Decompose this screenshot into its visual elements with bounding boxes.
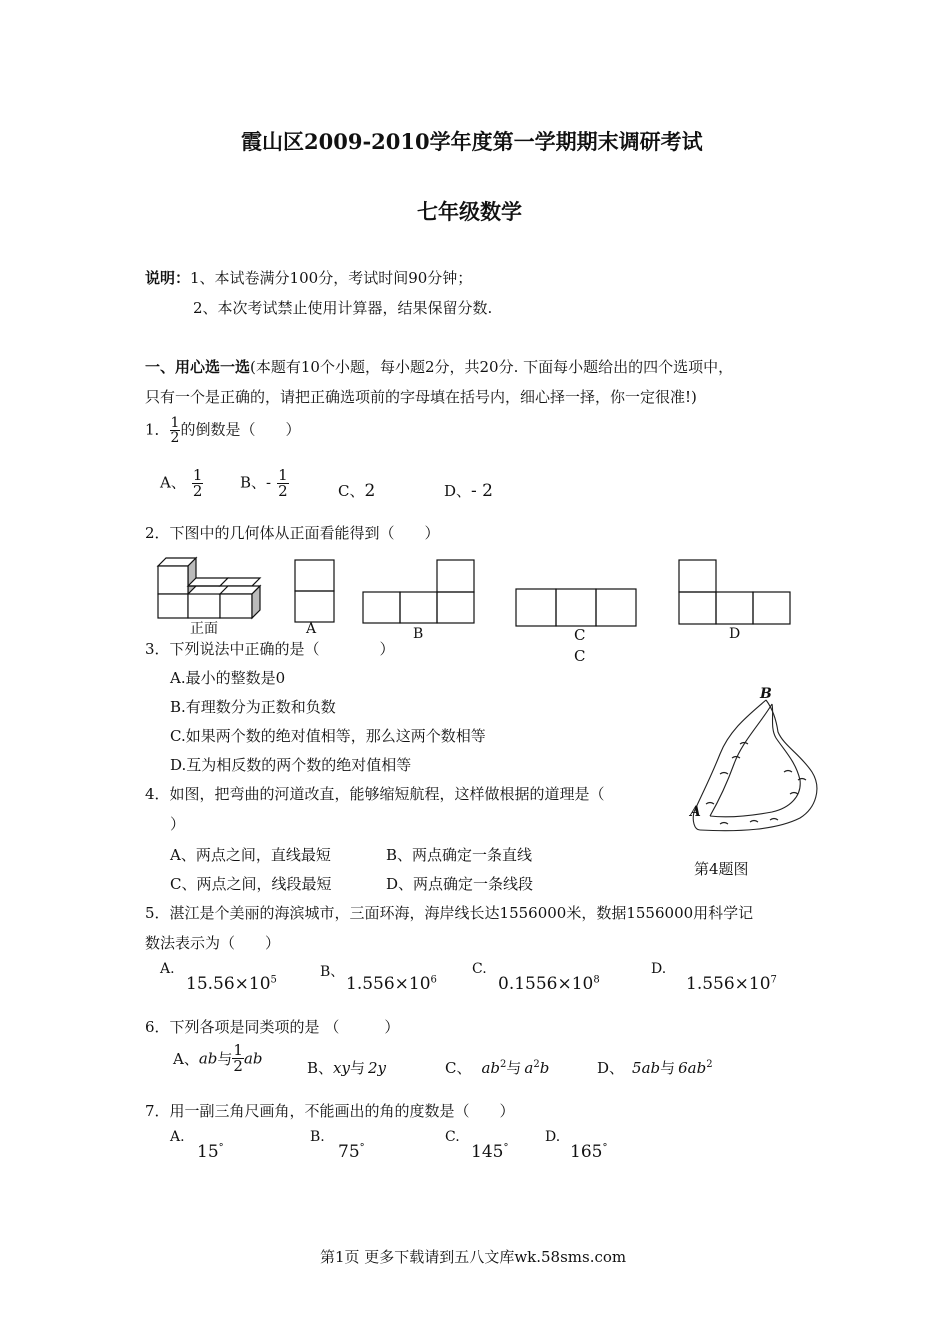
q1-option-a: A、 $\frac{1}{2}$ — [160, 466, 203, 500]
page-subtitle: 七年级数学 — [417, 199, 522, 224]
q4-stem-end: ） — [170, 815, 186, 833]
q6-option-d: D、 5ab与 $6ab^2$ — [597, 1059, 713, 1077]
q5-option-a-label: A. — [160, 961, 175, 977]
q2-option-b-figure — [362, 559, 476, 625]
page-footer: 第1页 更多下载请到五八文库wk.58sms.com — [320, 1248, 627, 1266]
q2-cube-figure — [150, 556, 268, 620]
q3-option-d: D.互为相反数的两个数的绝对值相等 — [170, 756, 412, 774]
q5-option-c-label: C. — [472, 961, 487, 977]
q2-label-c: C — [574, 626, 586, 644]
q3-option-b: B.有理数分为正数和负数 — [170, 698, 336, 716]
q2-stem: 2．下图中的几何体从正面看能得到（ ） — [145, 524, 440, 542]
q2-option-c-figure — [515, 588, 639, 628]
q1-option-b: B、- $\frac{1}{2}$ — [240, 466, 288, 500]
q4-river-figure — [680, 684, 830, 854]
q2-label-b: B — [413, 626, 424, 642]
q7-option-b: 75° — [338, 1142, 365, 1162]
q6-option-c: C、 $ab^2$与 $a^2b$ — [445, 1059, 550, 1077]
q5-option-a: $15.56\times 10^5$ — [186, 974, 277, 994]
instructions-line2: 2、本次考试禁止使用计算器，结果保留分数. — [193, 299, 493, 317]
section1-line1: 一、用心选一选(本题有10个小题，每小题2分，共20分. 下面每小题给出的四个选项中， — [145, 358, 734, 376]
q2-label-c-repeat: C — [574, 647, 586, 665]
q5-stem-line2: 数法表示为（ ） — [145, 934, 281, 952]
q2-front-label: 正面 — [190, 621, 218, 637]
q5-stem-line1: 5．湛江是个美丽的海滨城市，三面环海，海岸线长达1556000米，数据1556000用科学记 — [145, 904, 754, 922]
q4-option-d: D、两点确定一条线段 — [386, 875, 534, 893]
q6-option-b: B、xy与 2y — [307, 1059, 387, 1077]
q2-option-d-figure — [678, 559, 792, 627]
q1-stem: 1． $\frac{1}{2}$ 的倒数是（ ） — [145, 415, 301, 446]
q4-point-a: A — [690, 804, 701, 820]
q5-option-c: $0.1556\times 10^8$ — [498, 974, 600, 994]
q7-option-c-label: C. — [445, 1129, 460, 1145]
q5-option-b-label: B、 — [320, 964, 345, 980]
instructions-line1: 说明：1、本试卷满分100分，考试时间90分钟； — [145, 269, 473, 287]
q7-option-b-label: B. — [310, 1129, 325, 1145]
q6-option-a: A、ab与 $\frac{1}{2}$ ab — [173, 1041, 263, 1075]
q7-option-c: 145° — [471, 1142, 509, 1162]
q6-stem: 6．下列各项是同类项的是 （ ） — [145, 1018, 400, 1036]
instructions-label: 说明： — [145, 269, 191, 287]
q4-point-b: B — [760, 686, 772, 702]
q7-option-a: 15° — [197, 1142, 224, 1162]
q4-stem: 4．如图，把弯曲的河道改直，能够缩短航程，这样做根据的道理是（ — [145, 785, 605, 803]
q1-option-d: D、- 2 — [444, 481, 493, 501]
q3-stem: 3．下列说法中正确的是（ ） — [145, 640, 395, 658]
q2-option-a-figure — [294, 559, 336, 625]
page-title: 霞山区2009-2010学年度第一学期期末调研考试 — [241, 129, 703, 154]
section1-heading: 一、用心选一选 — [145, 358, 251, 376]
q2-label-a: A — [306, 621, 317, 637]
q4-figure-caption: 第4题图 — [694, 860, 749, 878]
q5-option-b: $1.556\times 10^6$ — [346, 974, 437, 994]
q5-option-d-label: D. — [651, 961, 667, 977]
q3-option-a: A.最小的整数是0 — [170, 669, 286, 687]
q7-option-d-label: D. — [545, 1129, 561, 1145]
q7-stem: 7．用一副三角尺画角，不能画出的角的度数是（ ） — [145, 1102, 515, 1120]
section1-line2: 只有一个是正确的，请把正确选项前的字母填在括号内，细心择一择，你一定很准!) — [145, 388, 697, 406]
q5-option-d: $1.556\times 10^7$ — [686, 974, 777, 994]
q7-option-d: 165° — [570, 1142, 608, 1162]
q4-option-b: B、两点确定一条直线 — [386, 846, 533, 864]
q1-option-c: C、2 — [338, 481, 376, 501]
q3-option-c: C.如果两个数的绝对值相等，那么这两个数相等 — [170, 727, 486, 745]
q4-option-a: A、两点之间，直线最短 — [170, 846, 331, 864]
q7-option-a-label: A. — [170, 1129, 185, 1145]
q1-fraction: $\frac{1}{2}$ — [170, 415, 180, 446]
q2-label-d: D — [729, 626, 741, 642]
q4-option-c: C、两点之间，线段最短 — [170, 875, 332, 893]
